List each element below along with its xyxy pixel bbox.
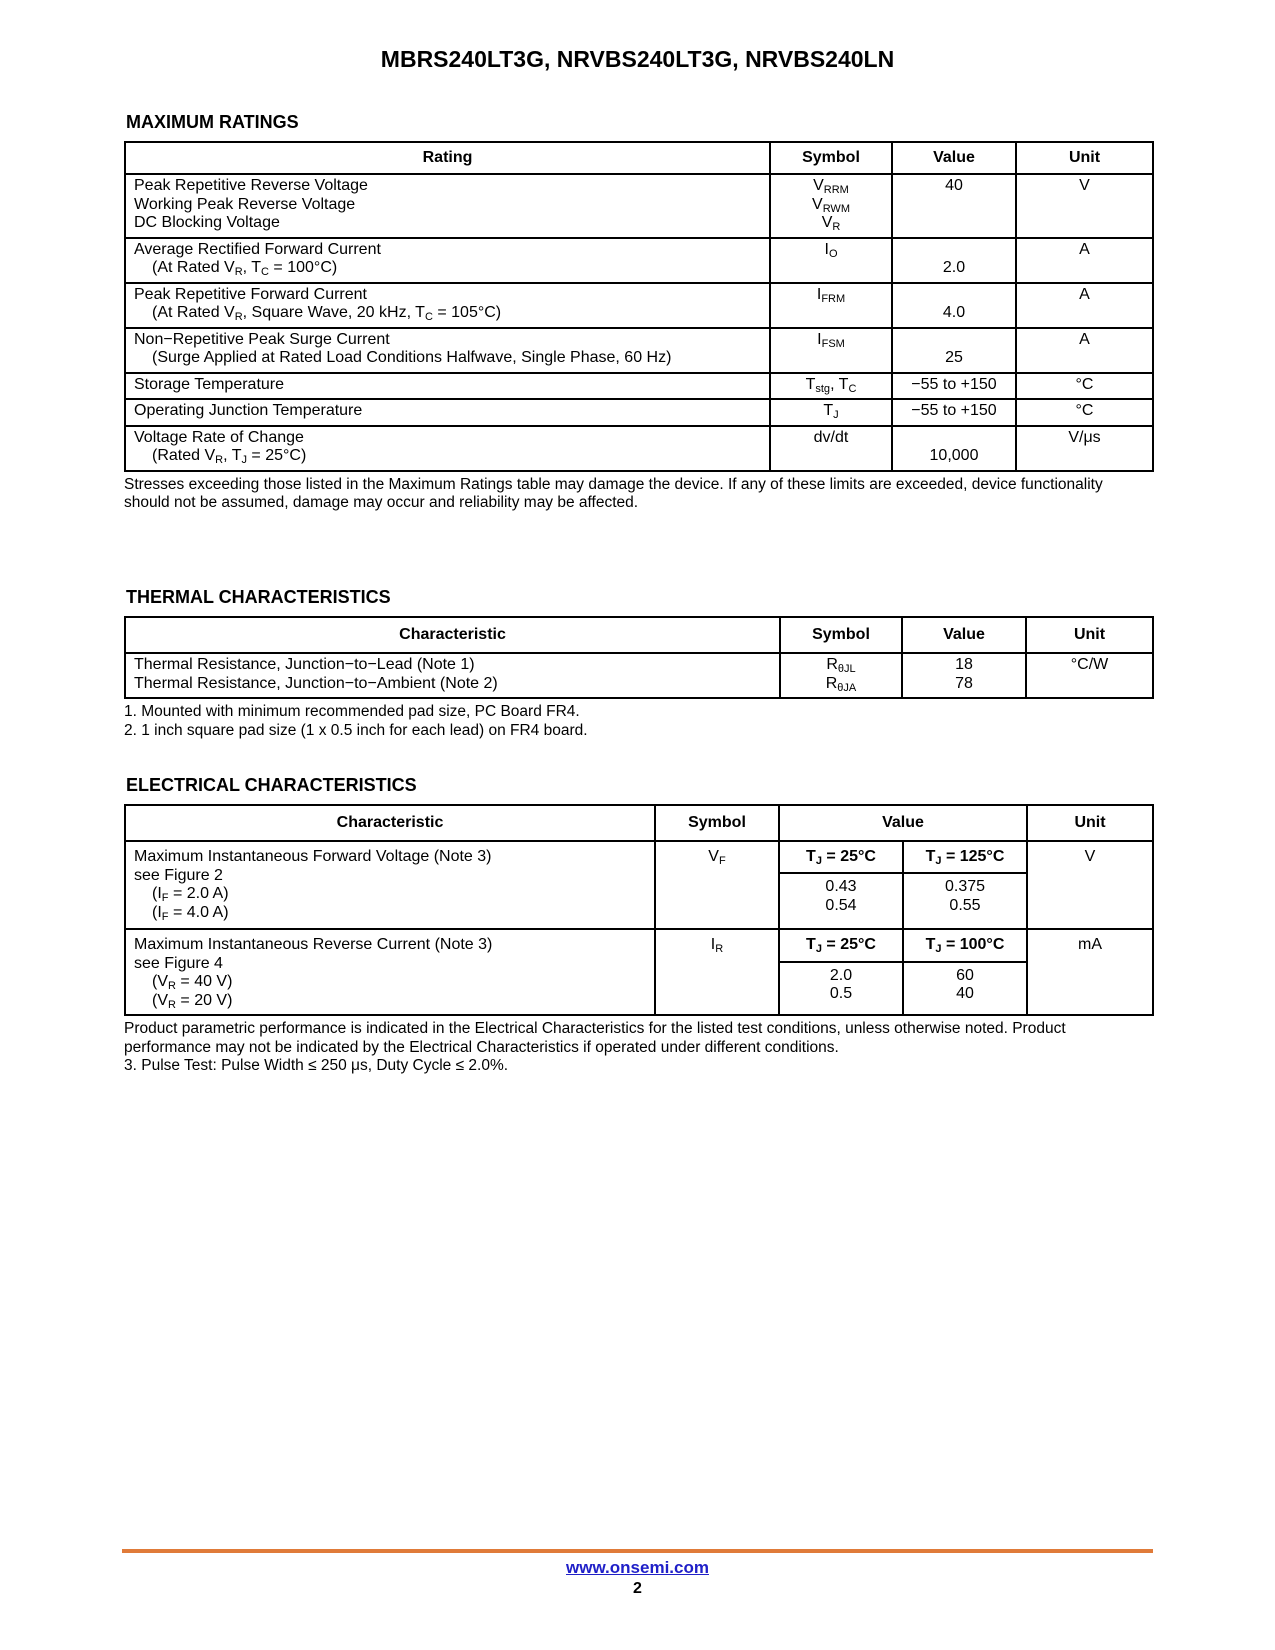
header-cell: Characteristic (125, 805, 655, 841)
rating-cell: Non−Repetitive Peak Surge Current (Surge Applied at Rated Load Conditions Halfwave, Single Phase, 60 Hz) (125, 328, 770, 373)
thermal-section (124, 587, 1152, 740)
value-cell: 25 (892, 328, 1016, 373)
footnote: 1. Mounted with minimum recommended pad size, PC Board FR4. (124, 703, 580, 720)
header-cell: Unit (1027, 805, 1153, 841)
unit-cell: V (1016, 174, 1153, 238)
condition-header: $T_J = 100^\circ C$ (903, 929, 1027, 962)
max-ratings-section (124, 112, 1152, 513)
header-cell: Rating (125, 142, 770, 174)
unit-cell: °C/W (1026, 653, 1153, 698)
unit-cell: A (1016, 238, 1153, 283)
max-ratings-note: Stresses exceeding those listed in the Maximum Ratings table may damage the device. If any of these limits are exceeded, device functionality should not be assumed, damage may occur and reliability may be affected. (124, 475, 1103, 511)
value-cell: 10,000 (892, 426, 1016, 471)
table-row (125, 238, 1153, 283)
table-header-row (125, 142, 1153, 174)
website-link[interactable]: www.onsemi.com (566, 1558, 709, 1577)
characteristic-cell: Thermal Resistance, Junction−to−Lead (Note 1) Thermal Resistance, Junction−to−Ambient (Note 2) (125, 653, 780, 698)
value-cell: 40 (892, 174, 1016, 238)
header-cell: Symbol (780, 617, 902, 653)
unit-cell: V (1027, 841, 1153, 929)
table-row (125, 283, 1153, 328)
thermal-title: THERMAL CHARACTERISTICS (126, 587, 391, 607)
value-cell: 4.0 (892, 283, 1016, 328)
table-row (125, 841, 1153, 873)
electrical-note: Product parametric performance is indicated in the Electrical Characteristics for the listed test conditions, unless otherwise noted. Product performance may not be indicated by the Electrical Characteristics if operated under different conditions. (124, 1020, 1066, 1056)
symbol-cell: dv/dt (770, 426, 892, 471)
value-cell: −55 to +150 (892, 399, 1016, 426)
unit-cell: mA (1027, 929, 1153, 1015)
electrical-section (124, 775, 1152, 1076)
value-cell: −55 to +150 (892, 373, 1016, 400)
thermal-notes (124, 703, 1152, 740)
table-header-row (125, 805, 1153, 841)
value-cell: 18 78 (902, 653, 1026, 698)
rating-cell (125, 174, 770, 238)
header-cell: Symbol (770, 142, 892, 174)
header-cell: Characteristic (125, 617, 780, 653)
table-row (125, 653, 1153, 698)
page-title: MBRS240LT3G, NRVBS240LT3G, NRVBS240LN (380, 46, 895, 72)
table-row (125, 426, 1153, 471)
rating-line: Peak Repetitive Reverse Voltage (134, 177, 368, 194)
unit-cell: A (1016, 283, 1153, 328)
value-cell: 0.43 0.54 (779, 873, 903, 929)
condition-header: $T_J = 125^\circ C$ (903, 841, 1027, 873)
table-header-row (125, 617, 1153, 653)
rating-cell: Average Rectified Forward Current (At Rated $V_R$, $T_C = 100^\circ C$) (125, 238, 770, 283)
header-cell: Value (892, 142, 1016, 174)
value-cell: 2.0 (892, 238, 1016, 283)
header-cell: Value (779, 805, 1027, 841)
rating-cell: Voltage Rate of Change (Rated $V_R$, $T_J = 25^\circ C$) (125, 426, 770, 471)
electrical-table (124, 804, 1154, 1016)
header-cell: Unit (1016, 142, 1153, 174)
rating-line: Working Peak Reverse Voltage (134, 195, 356, 213)
footer-divider (122, 1549, 1153, 1553)
symbol-cell: $R_{\theta JL}$ $R_{\theta JA}$ (780, 653, 902, 698)
unit-cell: °C (1016, 373, 1153, 400)
value-cell: 2.0 0.5 (779, 962, 903, 1015)
symbol-cell: $T_J$ (770, 399, 892, 426)
value-cell: 60 40 (903, 962, 1027, 1015)
thermal-table (124, 616, 1154, 699)
unit-cell: A (1016, 328, 1153, 373)
symbol-cell: $V_{RRM}$ $V_{RWM}$ $V_R$ (770, 174, 892, 238)
header-cell: Symbol (655, 805, 779, 841)
header-cell: Value (902, 617, 1026, 653)
table-row (125, 399, 1153, 426)
rating-cell: Storage Temperature (125, 373, 770, 400)
table-row (125, 328, 1153, 373)
value-cell: 0.375 0.55 (903, 873, 1027, 929)
footnote: 2. 1 inch square pad size (1 x 0.5 inch for each lead) on FR4 board. (124, 721, 588, 739)
characteristic-cell: Maximum Instantaneous Forward Voltage (Note 3) see Figure 2 ($I_F = 2.0$ A) ($I_F = 4.0$ A) (125, 841, 655, 929)
table-row (125, 174, 1153, 238)
rating-cell: Peak Repetitive Forward Current (At Rated $V_R$, Square Wave, 20 kHz, $T_C = 105^\circ C$) (125, 283, 770, 328)
footnote: 3. Pulse Test: Pulse Width ≤ 250 μs, Duty Cycle ≤ 2.0%. (124, 1057, 509, 1074)
rating-line: DC Blocking Voltage (134, 214, 280, 231)
unit-cell: V/μs (1016, 426, 1153, 471)
symbol-cell: $I_R$ (655, 929, 779, 1015)
electrical-title: ELECTRICAL CHARACTERISTICS (126, 775, 417, 795)
max-ratings-title: MAXIMUM RATINGS (126, 112, 299, 132)
max-ratings-table (124, 141, 1154, 472)
unit-cell: °C (1016, 399, 1153, 426)
symbol-cell: $I_{FSM}$ (770, 328, 892, 373)
condition-header: $T_J = 25^\circ C$ (779, 841, 903, 873)
header-cell: Unit (1026, 617, 1153, 653)
condition-header: $T_J = 25^\circ C$ (779, 929, 903, 962)
symbol-cell: $V_F$ (655, 841, 779, 929)
table-row (125, 373, 1153, 400)
characteristic-cell: Maximum Instantaneous Reverse Current (Note 3) see Figure 4 ($V_R = 40$ V) ($V_R = 20$ V) (125, 929, 655, 1015)
table-row (125, 929, 1153, 962)
page-number: 2 (633, 1580, 642, 1597)
symbol-cell: $I_O$ (770, 238, 892, 283)
symbol-cell: $I_{FRM}$ (770, 283, 892, 328)
symbol-cell: $T_{stg}$, $T_C$ (770, 373, 892, 400)
rating-cell: Operating Junction Temperature (125, 399, 770, 426)
